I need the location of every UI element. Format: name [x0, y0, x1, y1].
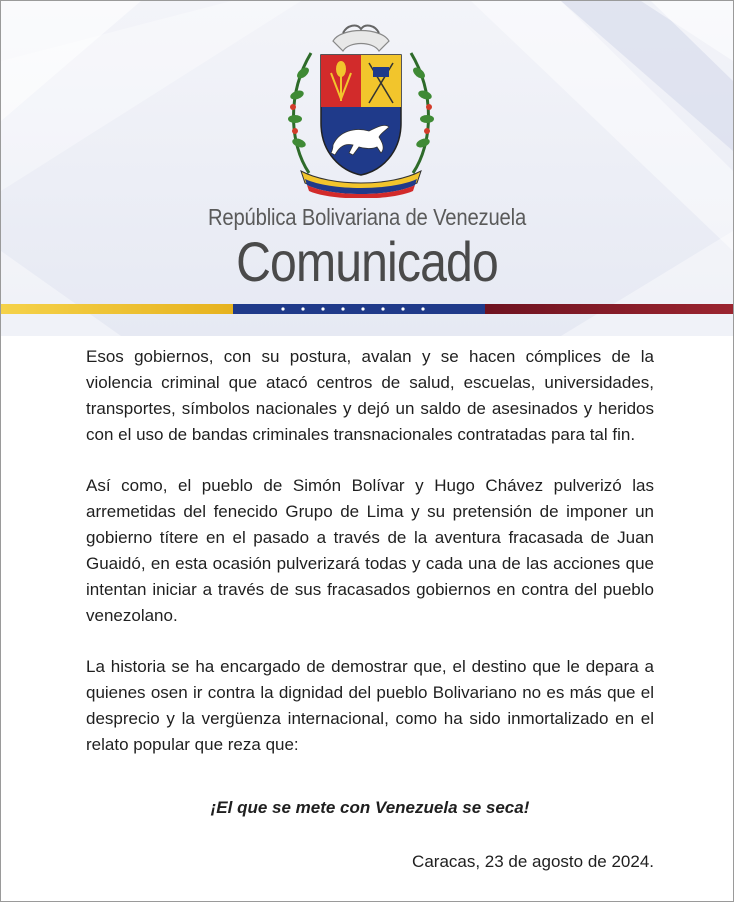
paragraph-3: La historia se ha encargado de demostrar que, el destino que le depara a quienes osen ir contra la dignidad del pueblo Bolivariano no es más que el desprecio y la vergüenza internacional, como ha sido inmortalizado en el relato popular que reza que:	[86, 657, 654, 754]
republic-name: República Bolivariana de Venezuela	[207, 204, 527, 230]
paragraph-2: Así como, el pueblo de Simón Bolívar y Hugo Chávez pulverizó las arremetidas del fenecido Grupo de Lima y su pretensión de imponer un gobierno títere en el pasado a través de la aventura fracasada de Juan Guaidó, en esta ocasión pulverizará todas y cada una de las acciones que intentan iniciar a través de sus fracasados gobiernos en contra del pueblo venezolano.	[86, 476, 654, 625]
flag-color-bar	[1, 304, 733, 314]
communique-body	[86, 344, 654, 871]
dateline: Caracas, 23 de agosto de 2024.	[412, 852, 654, 871]
paragraph-1: Esos gobiernos, con su postura, avalan y se hacen cómplices de la violencia criminal que atacó centros de salud, escuelas, universidades, transportes, símbolos nacionales y dejó un saldo de asesinados y heridos con el uso de bandas criminales transnacionales contratadas para tal fin.	[86, 347, 654, 444]
page-title: Comunicado	[236, 230, 498, 293]
letterhead	[1, 1, 733, 336]
coat-of-arms-emblem	[281, 23, 441, 198]
slogan: ¡El que se mete con Venezuela se seca!	[210, 798, 530, 817]
